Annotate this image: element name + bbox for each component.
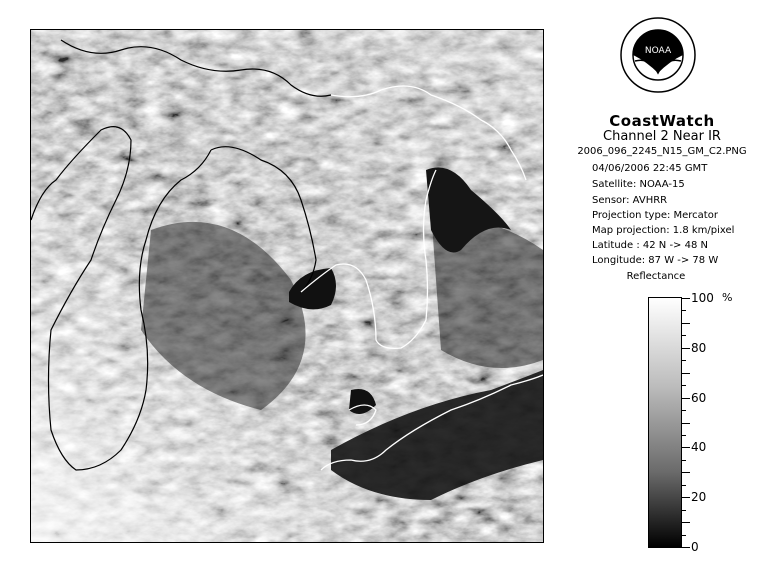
colorbar-tick (682, 460, 686, 461)
longitude-label: Longitude: 87 W -> 78 W (592, 255, 719, 266)
colorbar-tick (682, 298, 690, 299)
colorbar-tick (682, 348, 690, 349)
colorbar-tick (682, 423, 690, 424)
latitude-label: Latitude : 42 N -> 48 N (592, 240, 708, 251)
colorbar-tick (682, 535, 686, 536)
colorbar-tick (682, 510, 686, 511)
logo-center-text: NOAA (644, 46, 672, 56)
colorbar-tick (682, 497, 690, 498)
noaa-logo (620, 17, 696, 93)
colorbar-tick (682, 410, 686, 411)
colorbar-tick (682, 398, 690, 399)
colorbar-tick (682, 522, 690, 523)
colorbar-tick (682, 447, 690, 448)
colorbar-tick (682, 547, 690, 548)
colorbar-tick (682, 373, 690, 374)
colorbar-tick (682, 485, 686, 486)
colorbar-tick-label: 100 (691, 291, 714, 305)
filename-label: 2006_096_2245_N15_GM_C2.PNG (577, 146, 747, 157)
colorbar-tick (682, 472, 690, 473)
sensor-label: Sensor: AVHRR (592, 195, 668, 206)
colorbar-tick-label: 80 (691, 341, 707, 355)
map-projection-label: Map projection: 1.8 km/pixel (592, 225, 735, 236)
colorbar-title: Reflectance (626, 271, 686, 282)
colorbar-tick (682, 335, 686, 336)
colorbar-tick (682, 385, 686, 386)
colorbar-tick (682, 435, 686, 436)
colorbar-tick-label: 60 (691, 391, 707, 405)
colorbar-tick-label: 0 (691, 540, 699, 554)
reflectance-colorbar (648, 297, 682, 548)
satellite-map-svg (31, 30, 543, 542)
product-title: CoastWatch (609, 112, 715, 130)
colorbar-unit: % (722, 291, 733, 304)
satellite-label: Satellite: NOAA-15 (592, 179, 685, 190)
datetime-label: 04/06/2006 22:45 GMT (592, 163, 708, 174)
colorbar-tick (682, 323, 690, 324)
colorbar-tick (682, 310, 686, 311)
channel-label: Channel 2 Near IR (603, 129, 721, 144)
colorbar-tick-label: 40 (691, 440, 707, 454)
satellite-image[interactable] (30, 29, 544, 543)
colorbar-tick (682, 360, 686, 361)
colorbar-tick-label: 20 (691, 490, 707, 504)
projection-type-label: Projection type: Mercator (592, 210, 718, 221)
